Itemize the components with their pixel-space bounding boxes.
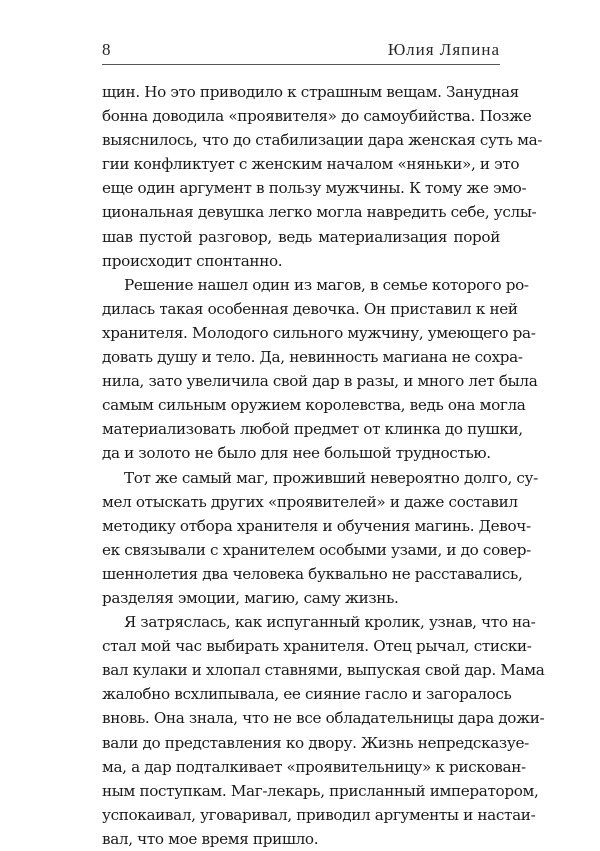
text-line: происходит спонтанно. <box>102 251 283 270</box>
text-line: ек связывали с хранителем особыми узами, и до совер- <box>102 540 531 559</box>
text-line: шеннолетия два человека буквально не расставались, <box>102 564 523 583</box>
text-line: Тот же самый маг, проживший невероятно долго, су- <box>124 468 538 487</box>
text-line: еще один аргумент в пользу мужчины. К тому же эмо- <box>102 179 527 198</box>
running-header <box>102 39 500 61</box>
header-rule <box>102 64 500 65</box>
text-line: разделяя эмоции, магию, саму жизнь. <box>102 588 399 607</box>
text-line: успокаивал, уговаривал, приводил аргументы и настаи- <box>102 805 536 824</box>
text-line: методику отбора хранителя и обучения магинь. Девоч- <box>102 516 531 535</box>
text-line: гии конфликтует с женским началом «няньки», и это <box>102 155 520 174</box>
text-line: вал, что мое время пришло. <box>102 829 319 848</box>
text-line: довать душу и тело. Да, невинность магиана не сохра- <box>102 348 523 367</box>
paragraph <box>102 610 545 851</box>
text-line: вновь. Она знала, что не все обладательницы дара дожи- <box>102 709 545 728</box>
text-line: вал кулаки и хлопал ставнями, выпуская свой дар. Мама <box>102 661 545 680</box>
text-line: циональная девушка легко могла навредить себе, услы- <box>102 203 537 222</box>
text-line: ма, а дар подталкивает «проявительницу» к рискован- <box>102 757 526 776</box>
text-line: щин. Но это приводило к страшным вещам. Занудная <box>102 83 519 101</box>
paragraph <box>102 466 538 611</box>
text-line: хранителя. Молодого сильного мужчину, умеющего ра- <box>102 323 536 342</box>
paragraph <box>102 273 538 466</box>
text-line: ным поступкам. Маг-лекарь, присланный императором, <box>102 781 539 800</box>
text-line: стал мой час выбирать хранителя. Отец рычал, стиски- <box>102 637 532 656</box>
page-number: 8 <box>102 40 111 59</box>
text-line: материализовать любой предмет от клинка до пушки, <box>102 420 523 439</box>
text-line: нила, зато увеличила свой дар в разы, и много лет была <box>102 372 538 391</box>
text-line: дилась такая особенная девочка. Он приставил к ней <box>102 299 518 318</box>
body-text <box>102 80 545 851</box>
text-line: да и золото не было для нее большой трудностью. <box>102 444 491 463</box>
running-header-author: Юлия Ляпина <box>387 40 500 59</box>
text-line: мел отыскать других «проявителей» и даже составил <box>102 492 518 511</box>
text-line: бонна доводила «проявителя» до самоубийства. Позже <box>102 107 532 126</box>
text-line: шав пустой разговор, ведь материализация порой <box>102 227 500 246</box>
text-line: жалобно всхлипывала, ее сияние гасло и загоралось <box>102 685 512 704</box>
paragraph <box>102 80 543 273</box>
text-line: вали до представления ко двору. Жизнь непредсказуе- <box>102 733 529 752</box>
text-line: выяснилось, что до стабилизации дара женская суть ма- <box>102 131 543 150</box>
text-line: самым сильным оружием королевства, ведь она могла <box>102 396 526 415</box>
text-line: Решение нашел один из магов, в семье которого ро- <box>124 275 529 294</box>
text-line: Я затряслась, как испуганный кролик, узнав, что на- <box>124 613 536 632</box>
